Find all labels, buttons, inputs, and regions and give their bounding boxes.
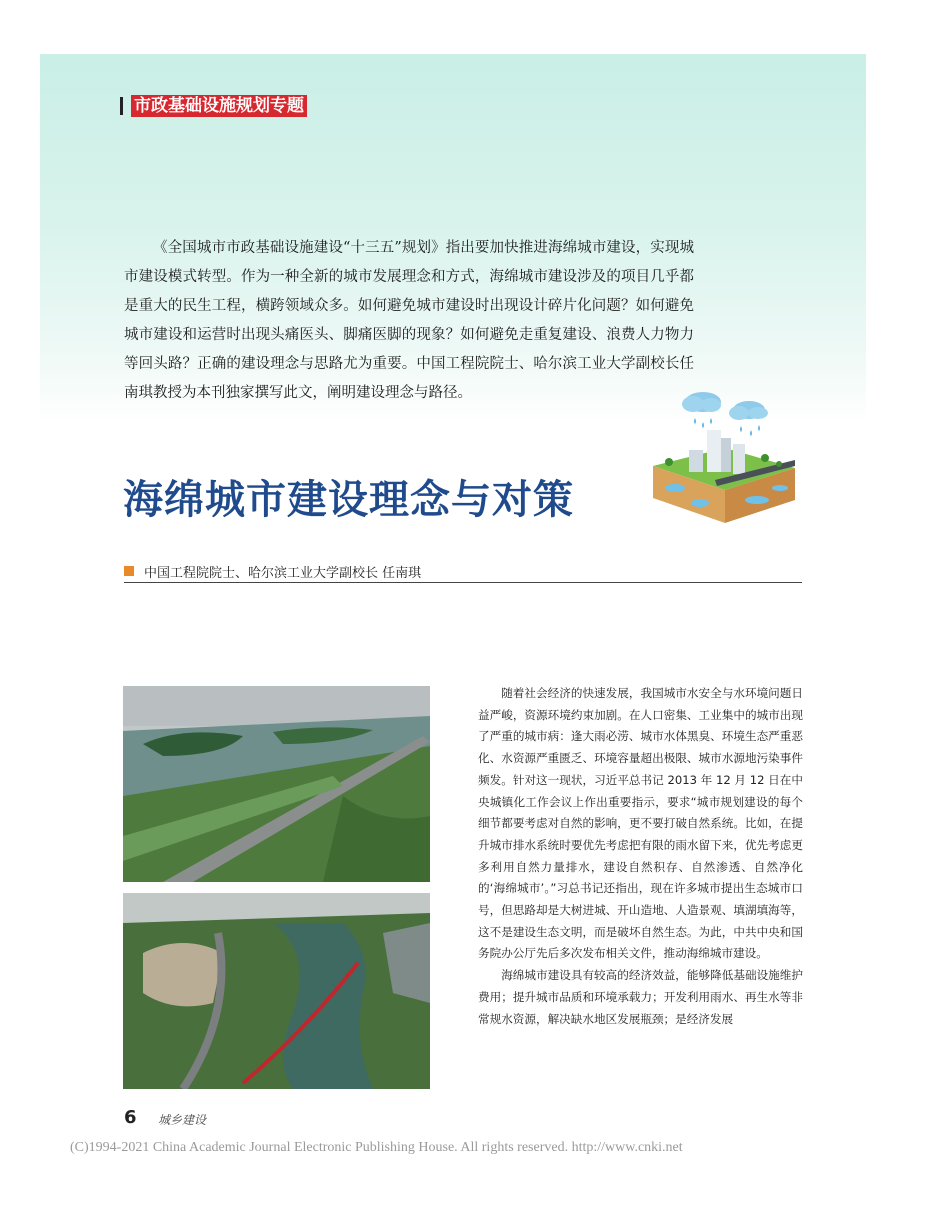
cloud-icon xyxy=(729,401,768,420)
author-marker xyxy=(124,566,134,576)
aerial-photo-lake-highway xyxy=(123,686,430,882)
page-number: 6 xyxy=(124,1107,137,1128)
rain-drops xyxy=(694,418,760,436)
section-bar xyxy=(120,97,123,115)
aerial-photo-river-bridge xyxy=(123,893,430,1089)
article-title: 海绵城市建设理念与对策 xyxy=(123,477,574,523)
article-body xyxy=(478,683,803,1030)
copyright-footer: (C)1994-2021 China Academic Journal Electronic Publishing House. All rights reserved. http://www.cnki.net xyxy=(70,1140,683,1155)
author-text: 中国工程院院士、哈尔滨工业大学副校长 任南琪 xyxy=(144,565,422,581)
journal-name: 城乡建设 xyxy=(158,1113,207,1127)
cloud-icon xyxy=(682,392,721,412)
author-line xyxy=(124,560,802,583)
sponge-city-illustration xyxy=(645,388,805,538)
section-tag xyxy=(120,95,307,117)
intro-paragraph: 《全国城市市政基础设施建设“十三五”规划》指出要加快推进海绵城市建设，实现城市建设模式转型。作为一种全新的城市发展理念和方式，海绵城市建设涉及的项目几乎都是重大的民生工程，横跨领域众多。如何避免城市建设时出现设计碎片化问题？如何避免城市建设和运营时出现头痛医头、脚痛医脚的现象？如何避免走重复建设、浪费人力物力等回头路？正确的建设理念与思路尤为重要。中国工程院院士、哈尔滨工业大学副校长任南琪教授为本刊独家撰写此文，阐明建设理念与路径。 xyxy=(124,240,694,401)
section-label: 市政基础设施规划专题 xyxy=(131,95,307,117)
body-paragraph: 随着社会经济的快速发展，我国城市水安全与水环境问题日益严峻，资源环境约束加剧。在人口密集、工业集中的城市出现了严重的城市病：逢大雨必涝、城市水体黑臭、环境生态严重恶化、水资源严重匮乏、环境容量超出极限、城市水源地污染事件频发。针对这一现状，习近平总书记 2013 年 12 月 12 日在中央城镇化工作会议上作出重要指示，要求“城市规划建设的每个细节都要考虑对自然的影响，更不要打破自然系统。比如，在提升城市排水系统时要优先考虑把有限的雨水留下来，优先考虑更多利用自然力量排水，建设自然积存、自然渗透、自然净化的‘海绵城市’。”习总书记还指出，现在许多城市提出生态城市口号，但思路却是大树进城、开山造地、人造景观、填湖填海等，这不是建设生态文明，而是破坏自然生态。为此，中共中央和国务院办公厅先后多次发布相关文件，推动海绵城市建设。 xyxy=(478,686,803,961)
body-paragraph: 海绵城市建设具有较高的经济效益，能够降低基础设施维护费用；提升城市品质和环境承载力；开发利用雨水、再生水等非常规水资源，解决缺水地区发展瓶颈；是经济发展 xyxy=(478,968,803,1026)
